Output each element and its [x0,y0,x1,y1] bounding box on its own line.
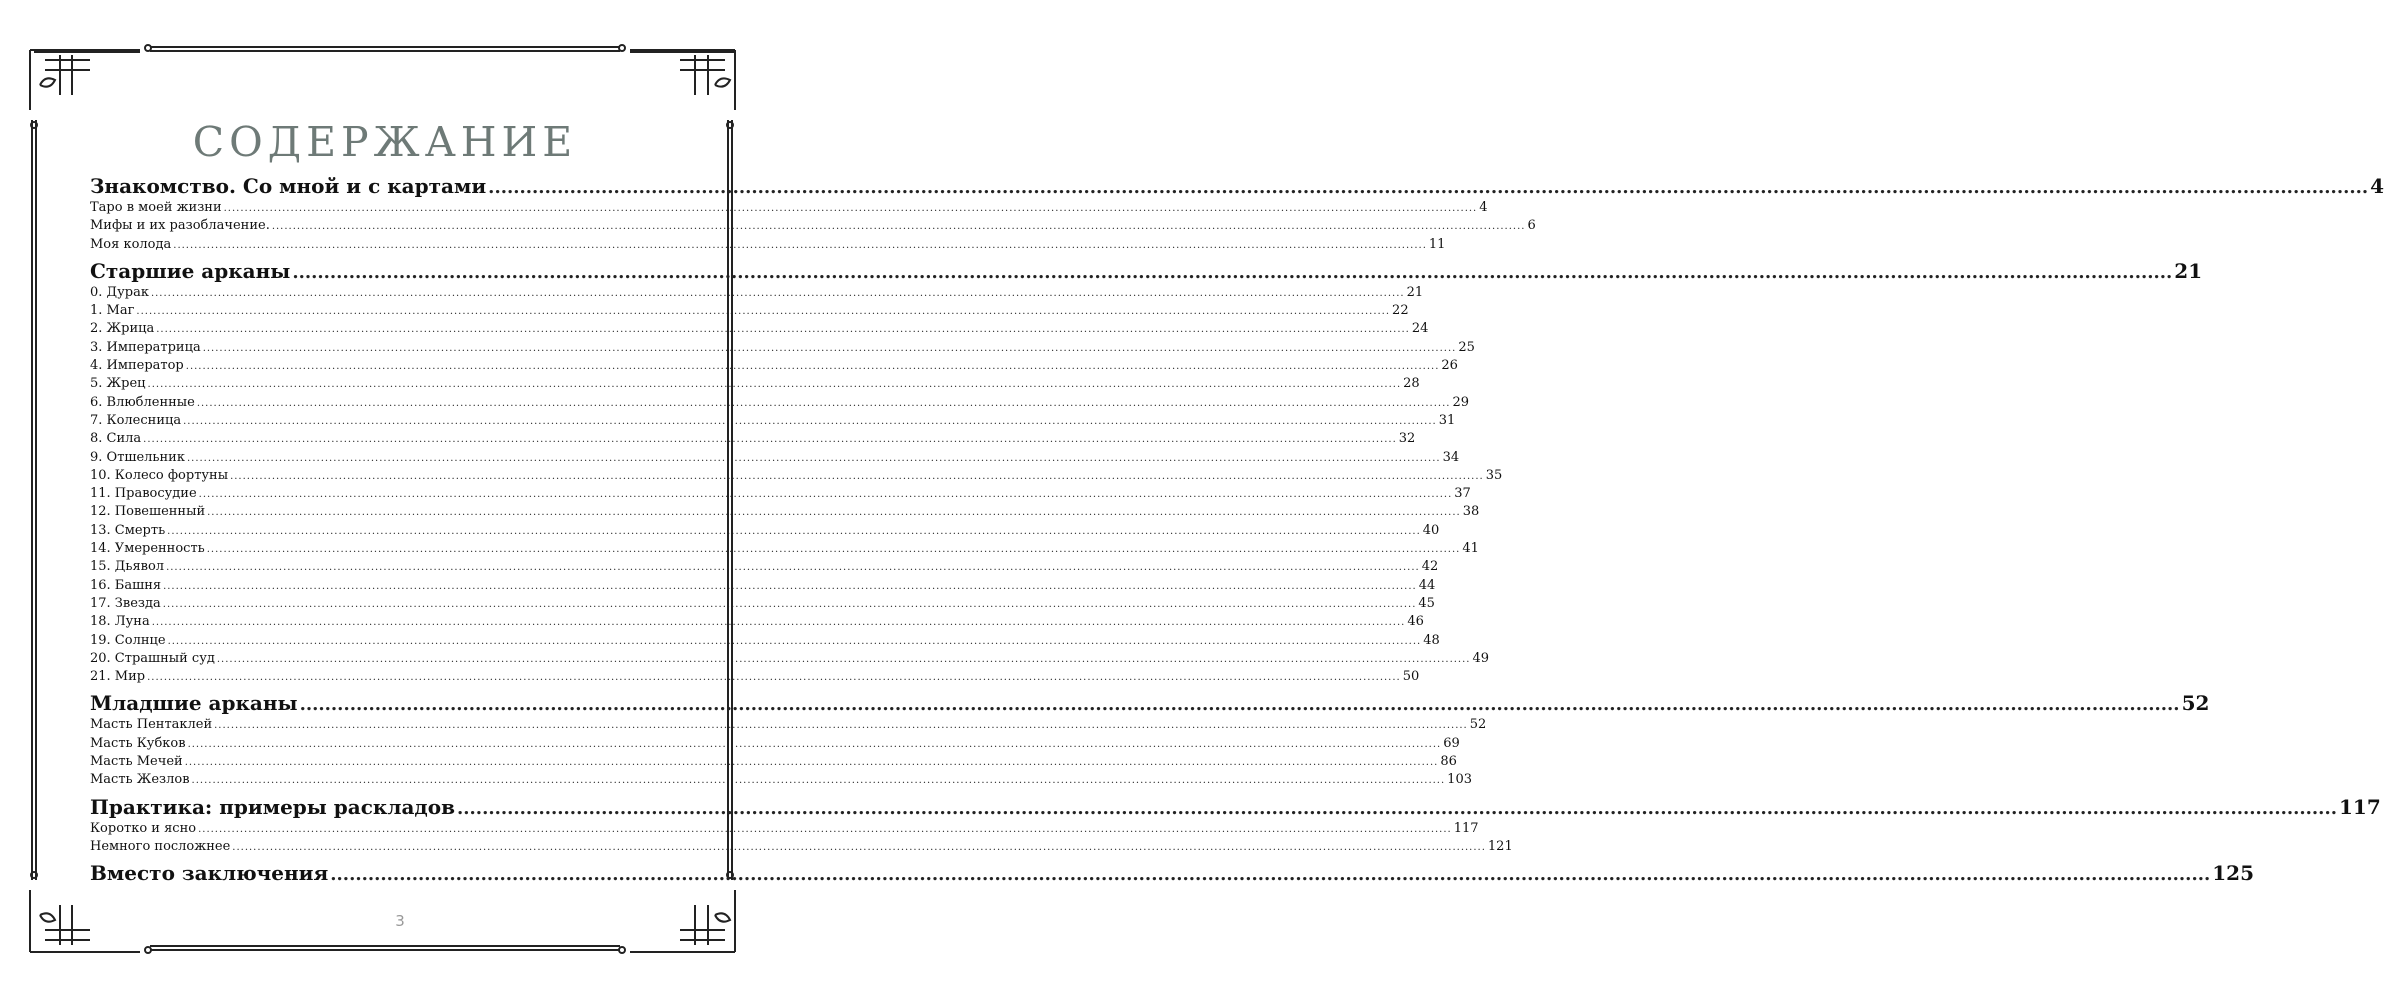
toc-entry[interactable] [90,717,1487,735]
dot-leader: ............................................................................................................................................................................................................................................................................................................ [150,287,1405,299]
toc-page-number: 35 [1485,467,1503,483]
dot-leader: ............................................................................................................................................................................................................................................................................................................ [147,379,1402,391]
dot-leader: ............................................................................................................................................................................................................................................................................................................ [166,562,1420,574]
toc-page-number: 6 [1527,218,1536,234]
page-number: 3 [395,912,405,930]
toc-entry[interactable] [90,339,1475,358]
toc-label: Масть Мечей [90,754,183,770]
toc-page-number: 125 [2212,861,2254,886]
toc-entry[interactable] [90,669,1420,687]
toc-label: 12. Повешенный [90,504,206,520]
toc-page-number: 50 [1402,669,1420,685]
toc-entry[interactable] [90,200,1488,218]
toc-entry[interactable] [90,614,1424,632]
toc-label: 5. Жрец [90,376,146,392]
dot-leader: ............................................................................................................................................................................................................................................................................................................ [232,841,1486,853]
toc-entry[interactable] [90,541,1479,559]
table-of-contents [90,174,2384,887]
dot-leader: ............................................................................................................................................................................................................................................................................................................ [202,342,1457,354]
toc-page-number: 11 [1428,236,1446,252]
toc-entry[interactable] [90,358,1458,376]
toc-label: Вместо заключения [90,861,329,886]
toc-label: 21. Мир [90,669,146,685]
dot-leader: ............................................................................................................................................................................................................................................................................................................ [173,239,1427,251]
toc-label: Знакомство. Со мной и с картами [90,174,487,198]
dot-leader: ............................................................................................................................................................................................................................................................................................................ [292,261,2173,283]
toc-label: 6. Влюбленные [90,394,195,410]
dot-leader: ............................................................................................................................................................................................................................................................................................................ [187,738,1442,750]
dot-leader: ............................................................................................................................................................................................................................................................................................................ [230,470,1484,482]
toc-label: 18. Луна [90,614,150,630]
toc-page-number: 32 [1398,431,1416,447]
toc-label: 1. Маг [90,303,135,319]
toc-section-heading[interactable] [90,174,2384,200]
toc-page-number: 28 [1403,376,1420,392]
toc-label: 14. Умеренность [90,541,205,557]
toc-section-heading[interactable] [90,258,2203,285]
toc-entry[interactable] [90,559,1439,577]
dot-leader: ............................................................................................................................................................................................................................................................................................................ [183,415,1437,427]
dot-leader: ............................................................................................................................................................................................................................................................................................................ [214,720,1468,732]
toc-entry[interactable] [90,218,1536,236]
toc-label: 8. Сила [90,431,142,447]
dot-leader: ............................................................................................................................................................................................................................................................................................................ [299,694,2180,716]
toc-page-number: 117 [1453,820,1479,836]
dot-leader: ............................................................................................................................................................................................................................................................................................................ [271,221,1526,233]
toc-page-number: 25 [1458,339,1475,355]
toc-label: 4. Император [90,358,184,374]
toc-page-number: 42 [1421,559,1439,575]
toc-page-number: 4 [2370,174,2384,198]
toc-page-number: 41 [1462,541,1479,557]
toc-entry[interactable] [90,838,1513,857]
dot-leader: ............................................................................................................................................................................................................................................................................................................ [136,306,1391,318]
dot-leader: ............................................................................................................................................................................................................................................................................................................ [167,525,1421,537]
toc-label: 15. Дьявол [90,559,165,575]
toc-label: 17. Звезда [90,595,161,611]
toc-label: Моя колода [90,236,172,252]
toc-entry[interactable] [90,284,1424,303]
toc-entry[interactable] [90,504,1480,522]
toc-label: 13. Смерть [90,522,166,538]
dot-leader: ............................................................................................................................................................................................................................................................................................................ [207,507,1461,519]
toc-page-number: 21 [2174,258,2203,283]
toc-section-heading[interactable] [90,691,2210,717]
dot-leader: ............................................................................................................................................................................................................................................................................................................ [156,324,1410,336]
toc-page-number: 49 [1472,650,1490,666]
toc-entry[interactable] [90,394,1469,413]
toc-label: Мифы и их разоблачение. [90,218,270,234]
toc-page-number: 4 [1479,200,1488,215]
toc-page-number: 21 [1406,284,1424,300]
page-title: СОДЕРЖАНИЕ [192,118,578,166]
toc-entry[interactable] [90,486,1471,504]
toc-label: Старшие арканы [90,258,291,283]
toc-page-number: 37 [1454,486,1471,502]
dot-leader: ............................................................................................................................................................................................................................................................................................................ [186,452,1441,464]
toc-entry[interactable] [90,632,1440,651]
toc-page-number: 38 [1462,504,1480,520]
toc-entry[interactable] [90,772,1472,790]
dot-leader: ............................................................................................................................................................................................................................................................................................................ [143,434,1397,446]
toc-label: Коротко и ясно [90,820,197,836]
dot-leader: ............................................................................................................................................................................................................................................................................................................ [488,177,2369,198]
toc-label: Младшие арканы [90,691,298,716]
dot-leader: ............................................................................................................................................................................................................................................................................................................ [198,823,1452,835]
toc-entry[interactable] [90,754,1457,772]
toc-page-number: 44 [1418,577,1436,593]
dot-leader: ............................................................................................................................................................................................................................................................................................................ [223,203,1478,214]
toc-entry[interactable] [90,412,1456,431]
toc-label: 3. Императрица [90,339,201,355]
toc-section-heading[interactable] [90,794,2381,821]
toc-entry[interactable] [90,595,1435,614]
toc-page-number: 52 [2181,691,2210,716]
toc-entry[interactable] [90,431,1416,449]
toc-entry[interactable] [90,735,1460,754]
toc-entry[interactable] [90,820,1479,839]
toc-page-number: 48 [1423,632,1440,648]
toc-label: 16. Башня [90,577,162,593]
toc-label: Масть Пентаклей [90,717,213,733]
dot-leader: ............................................................................................................................................................................................................................................................................................................ [196,397,1451,409]
dot-leader: ............................................................................................................................................................................................................................................................................................................ [167,635,1422,647]
toc-page-number: 46 [1407,614,1424,630]
toc-label: 11. Правосудие [90,486,197,502]
toc-entry[interactable] [90,376,1420,394]
toc-entry[interactable] [90,650,1490,669]
toc-page-number: 24 [1411,321,1429,337]
dot-leader: ............................................................................................................................................................................................................................................................................................................ [185,361,1440,373]
dot-leader: ............................................................................................................................................................................................................................................................................................................ [206,544,1461,556]
toc-page-number: 31 [1438,412,1456,428]
toc-page-number: 52 [1469,717,1487,733]
dot-leader: ............................................................................................................................................................................................................................................................................................................ [198,489,1453,501]
dot-leader: ............................................................................................................................................................................................................................................................................................................ [457,797,2337,819]
toc-page-number: 22 [1392,303,1409,319]
toc-page-number: 69 [1443,735,1460,751]
toc-label: Масть Жезлов [90,772,190,788]
dot-leader: ............................................................................................................................................................................................................................................................................................................ [151,617,1406,629]
dot-leader: ............................................................................................................................................................................................................................................................................................................ [163,580,1417,592]
toc-page-number: 45 [1418,595,1435,611]
toc-label: Таро в моей жизни [90,200,222,215]
toc-section-heading[interactable] [90,861,2254,887]
toc-entry[interactable] [90,522,1440,541]
toc-label: 10. Колесо фортуны [90,467,229,483]
toc-page-number: 103 [1447,772,1472,788]
dot-leader: ............................................................................................................................................................................................................................................................................................................ [330,864,2211,886]
toc-label: 2. Жрица [90,321,155,337]
toc-page-number: 40 [1422,522,1440,538]
toc-label: 19. Солнце [90,632,166,648]
toc-entry[interactable] [90,449,1460,468]
dot-leader: ............................................................................................................................................................................................................................................................................................................ [147,672,1401,684]
toc-label: 7. Колесница [90,412,182,428]
dot-leader: ............................................................................................................................................................................................................................................................................................................ [191,775,1446,787]
toc-entry[interactable] [90,236,1446,255]
toc-entry[interactable] [90,577,1436,596]
toc-page-number: 26 [1441,358,1458,374]
dot-leader: ............................................................................................................................................................................................................................................................................................................ [216,653,1471,665]
toc-page-number: 29 [1452,394,1469,410]
toc-entry[interactable] [90,303,1409,321]
toc-page-number: 121 [1487,838,1513,854]
toc-label: Практика: примеры раскладов [90,794,455,819]
toc-label: 0. Дурак [90,284,149,300]
toc-entry[interactable] [90,321,1429,339]
toc-label: 20. Страшный суд [90,650,215,666]
toc-page-number: 86 [1440,754,1457,770]
toc-page-number: 117 [2338,794,2381,819]
dot-leader: ............................................................................................................................................................................................................................................................................................................ [162,598,1417,610]
toc-entry[interactable] [90,467,1503,486]
toc-label: Немного посложнее [90,838,231,854]
toc-label: 9. Отшельник [90,449,185,465]
toc-page-number: 34 [1442,449,1460,465]
toc-label: Масть Кубков [90,735,186,751]
dot-leader: ............................................................................................................................................................................................................................................................................................................ [184,757,1439,769]
